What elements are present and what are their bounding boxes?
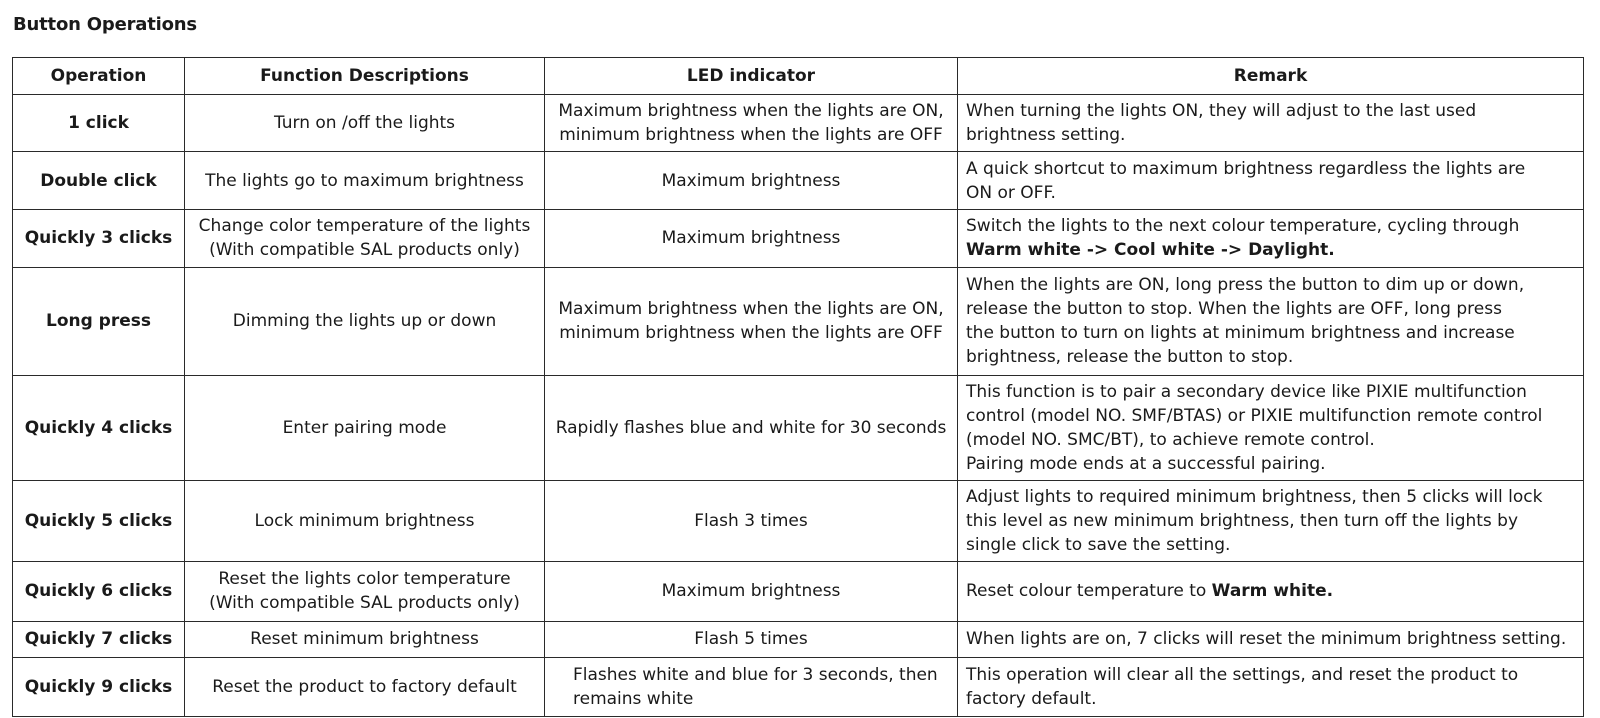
remark-cell [958, 657, 1584, 717]
remark-cell [958, 209, 1584, 267]
function-line: (With compatible SAL products only) [209, 593, 520, 614]
remark-line: the button to turn on lights at minimum brightness and increase [966, 323, 1515, 344]
led-cell [545, 152, 958, 209]
led-line: minimum brightness when the lights are OFF [559, 323, 943, 344]
remark-cell [958, 95, 1584, 152]
led-line: Flash 3 times [694, 511, 808, 532]
remark-line: control (model NO. SMF/BTAS) or PIXIE multifunction remote control [966, 406, 1543, 427]
table-row [13, 152, 1584, 209]
remark-line: When turning the lights ON, they will adjust to the last used [966, 101, 1477, 122]
function-line: Reset minimum brightness [250, 629, 479, 650]
function-line: Reset the product to factory default [212, 676, 517, 697]
table-row [13, 95, 1584, 152]
table-row [13, 268, 1584, 376]
remark-line: this level as new minimum brightness, then turn off the lights by [966, 511, 1519, 532]
led-cell [545, 481, 958, 562]
remark-line: This function is to pair a secondary device like PIXIE multifunction [966, 382, 1527, 403]
function-line: Lock minimum brightness [254, 511, 475, 532]
header-remark: Remark [958, 58, 1584, 95]
remark-line: A quick shortcut to maximum brightness regardless the lights are [966, 158, 1526, 179]
led-line: Flash 5 times [694, 629, 808, 650]
operation-cell: Quickly 7 clicks [13, 621, 185, 657]
led-cell [545, 621, 958, 657]
table-row [13, 562, 1584, 621]
led-cell [545, 209, 958, 267]
operation-cell: Long press [13, 268, 185, 376]
remark-line: brightness, release the button to stop. [966, 347, 1294, 368]
function-line: The lights go to maximum brightness [205, 170, 524, 191]
remark-cell [958, 375, 1584, 481]
remark-line: ON or OFF. [966, 182, 1056, 203]
remark-cell [958, 268, 1584, 376]
remark-line [966, 238, 1575, 262]
remark-cell [958, 562, 1584, 621]
led-line: Maximum brightness [661, 581, 841, 602]
function-cell [185, 481, 545, 562]
led-line: minimum brightness when the lights are OFF [559, 125, 943, 146]
table-row [13, 657, 1584, 717]
table-row [13, 621, 1584, 657]
header-led: LED indicator [545, 58, 958, 95]
remark-line: Pairing mode ends at a successful pairing. [966, 454, 1326, 475]
function-cell [185, 95, 545, 152]
header-operation: Operation [13, 58, 185, 95]
button-operations-table [12, 57, 1584, 717]
operation-cell: Quickly 5 clicks [13, 481, 185, 562]
function-line: Change color temperature of the lights [198, 216, 531, 237]
function-cell [185, 657, 545, 717]
function-line: (With compatible SAL products only) [209, 240, 520, 261]
remark-cell [958, 481, 1584, 562]
led-line: Maximum brightness [661, 170, 841, 191]
led-cell [545, 657, 958, 717]
led-line: Maximum brightness when the lights are ON, [558, 299, 944, 320]
remark-line: Adjust lights to required minimum brightness, then 5 clicks will lock [966, 487, 1543, 508]
header-function: Function Descriptions [185, 58, 545, 95]
remark-line [966, 579, 1575, 603]
function-cell [185, 209, 545, 267]
function-cell [185, 152, 545, 209]
function-cell [185, 562, 545, 621]
remark-line: When lights are on, 7 clicks will reset the minimum brightness setting. [966, 629, 1567, 650]
operation-cell: Quickly 6 clicks [13, 562, 185, 621]
operation-cell: Quickly 3 clicks [13, 209, 185, 267]
function-line: Dimming the lights up or down [232, 311, 497, 332]
operation-cell: Quickly 4 clicks [13, 375, 185, 481]
function-cell [185, 621, 545, 657]
remark-bold-text: Warm white -> Cool white -> Daylight. [966, 240, 1335, 261]
function-cell [185, 268, 545, 376]
table-row [13, 481, 1584, 562]
header-row [13, 58, 1584, 95]
remark-line: This operation will clear all the settings, and reset the product to [966, 664, 1519, 685]
remark-line: factory default. [966, 688, 1097, 709]
operation-cell: 1 click [13, 95, 185, 152]
remark-cell [958, 621, 1584, 657]
remark-line: single click to save the setting. [966, 535, 1231, 556]
remark-line: When the lights are ON, long press the button to dim up or down, [966, 275, 1525, 296]
remark-line: brightness setting. [966, 125, 1126, 146]
function-cell [185, 375, 545, 481]
led-line: Flashes white and blue for 3 seconds, then [573, 664, 938, 685]
remark-bold-text: Warm white. [1211, 581, 1334, 602]
function-line: Enter pairing mode [282, 418, 447, 439]
led-line: Maximum brightness when the lights are ON, [558, 101, 944, 122]
operation-cell: Double click [13, 152, 185, 209]
page-title: Button Operations [13, 14, 197, 35]
function-line: Turn on /off the lights [273, 113, 456, 134]
led-line: Maximum brightness [661, 228, 841, 249]
led-line: Rapidly flashes blue and white for 30 seconds [555, 418, 947, 439]
table-row [13, 375, 1584, 481]
led-cell [545, 95, 958, 152]
led-cell [545, 375, 958, 481]
led-cell [545, 562, 958, 621]
remark-text: Reset colour temperature to [966, 581, 1212, 602]
remark-cell [958, 152, 1584, 209]
remark-line: Switch the lights to the next colour temperature, cycling through [966, 216, 1520, 237]
function-line: Reset the lights color temperature [218, 569, 511, 590]
remark-line: release the button to stop. When the lights are OFF, long press [966, 299, 1502, 320]
remark-line: (model NO. SMC/BT), to achieve remote control. [966, 430, 1375, 451]
led-cell [545, 268, 958, 376]
operation-cell: Quickly 9 clicks [13, 657, 185, 717]
table-row [13, 209, 1584, 267]
led-line: remains white [573, 688, 694, 709]
